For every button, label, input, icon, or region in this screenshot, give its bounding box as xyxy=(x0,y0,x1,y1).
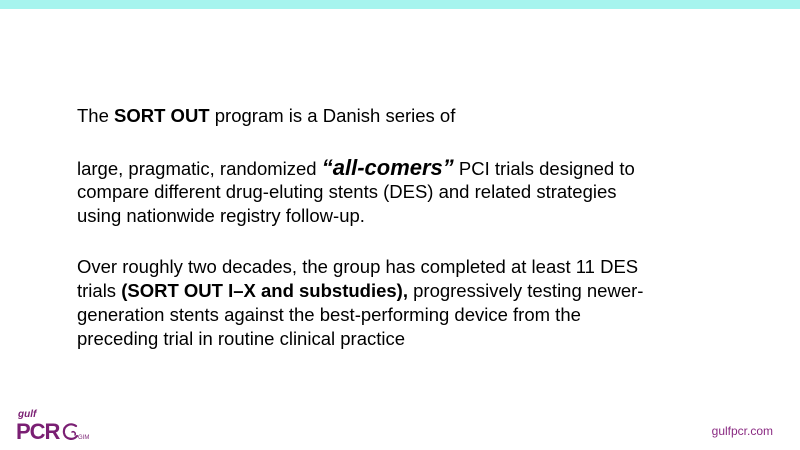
trials-list-emphasis: (SORT OUT I–X and substudies), xyxy=(121,280,408,301)
history-paragraph xyxy=(77,255,643,351)
intro-text-end: program is a Danish series of xyxy=(209,105,456,126)
all-comers-emphasis: “all-comers” xyxy=(321,155,454,180)
top-accent-bar xyxy=(0,0,800,9)
description-line1-end: PCI trials designed to xyxy=(453,158,635,179)
logo-gulf-text: gulf xyxy=(18,409,37,420)
logo-pcr-text: PCR xyxy=(16,419,60,444)
history-line2-end: progressively testing newer- xyxy=(407,280,644,301)
description-line2: compare different drug-eluting stents (DES) and related strategies xyxy=(77,181,617,202)
description-line1-start: large, pragmatic, randomized xyxy=(77,158,322,179)
description-line3: using nationwide registry follow-up. xyxy=(77,205,365,226)
description-paragraph xyxy=(77,156,635,228)
website-url: gulfpcr.com xyxy=(711,424,773,438)
logo-gim-text: GIM xyxy=(78,435,90,441)
history-line1: Over roughly two decades, the group has completed at least 11 DES xyxy=(77,256,639,277)
history-line4: preceding trial in routine clinical practice xyxy=(77,328,406,349)
intro-text-start: The xyxy=(77,105,115,126)
gulfpcr-logo xyxy=(16,409,96,445)
intro-paragraph xyxy=(77,104,455,128)
history-line3: generation stents against the best-performing device from the xyxy=(77,304,581,325)
history-line2-start: trials xyxy=(77,280,122,301)
program-name: SORT OUT xyxy=(114,105,210,126)
